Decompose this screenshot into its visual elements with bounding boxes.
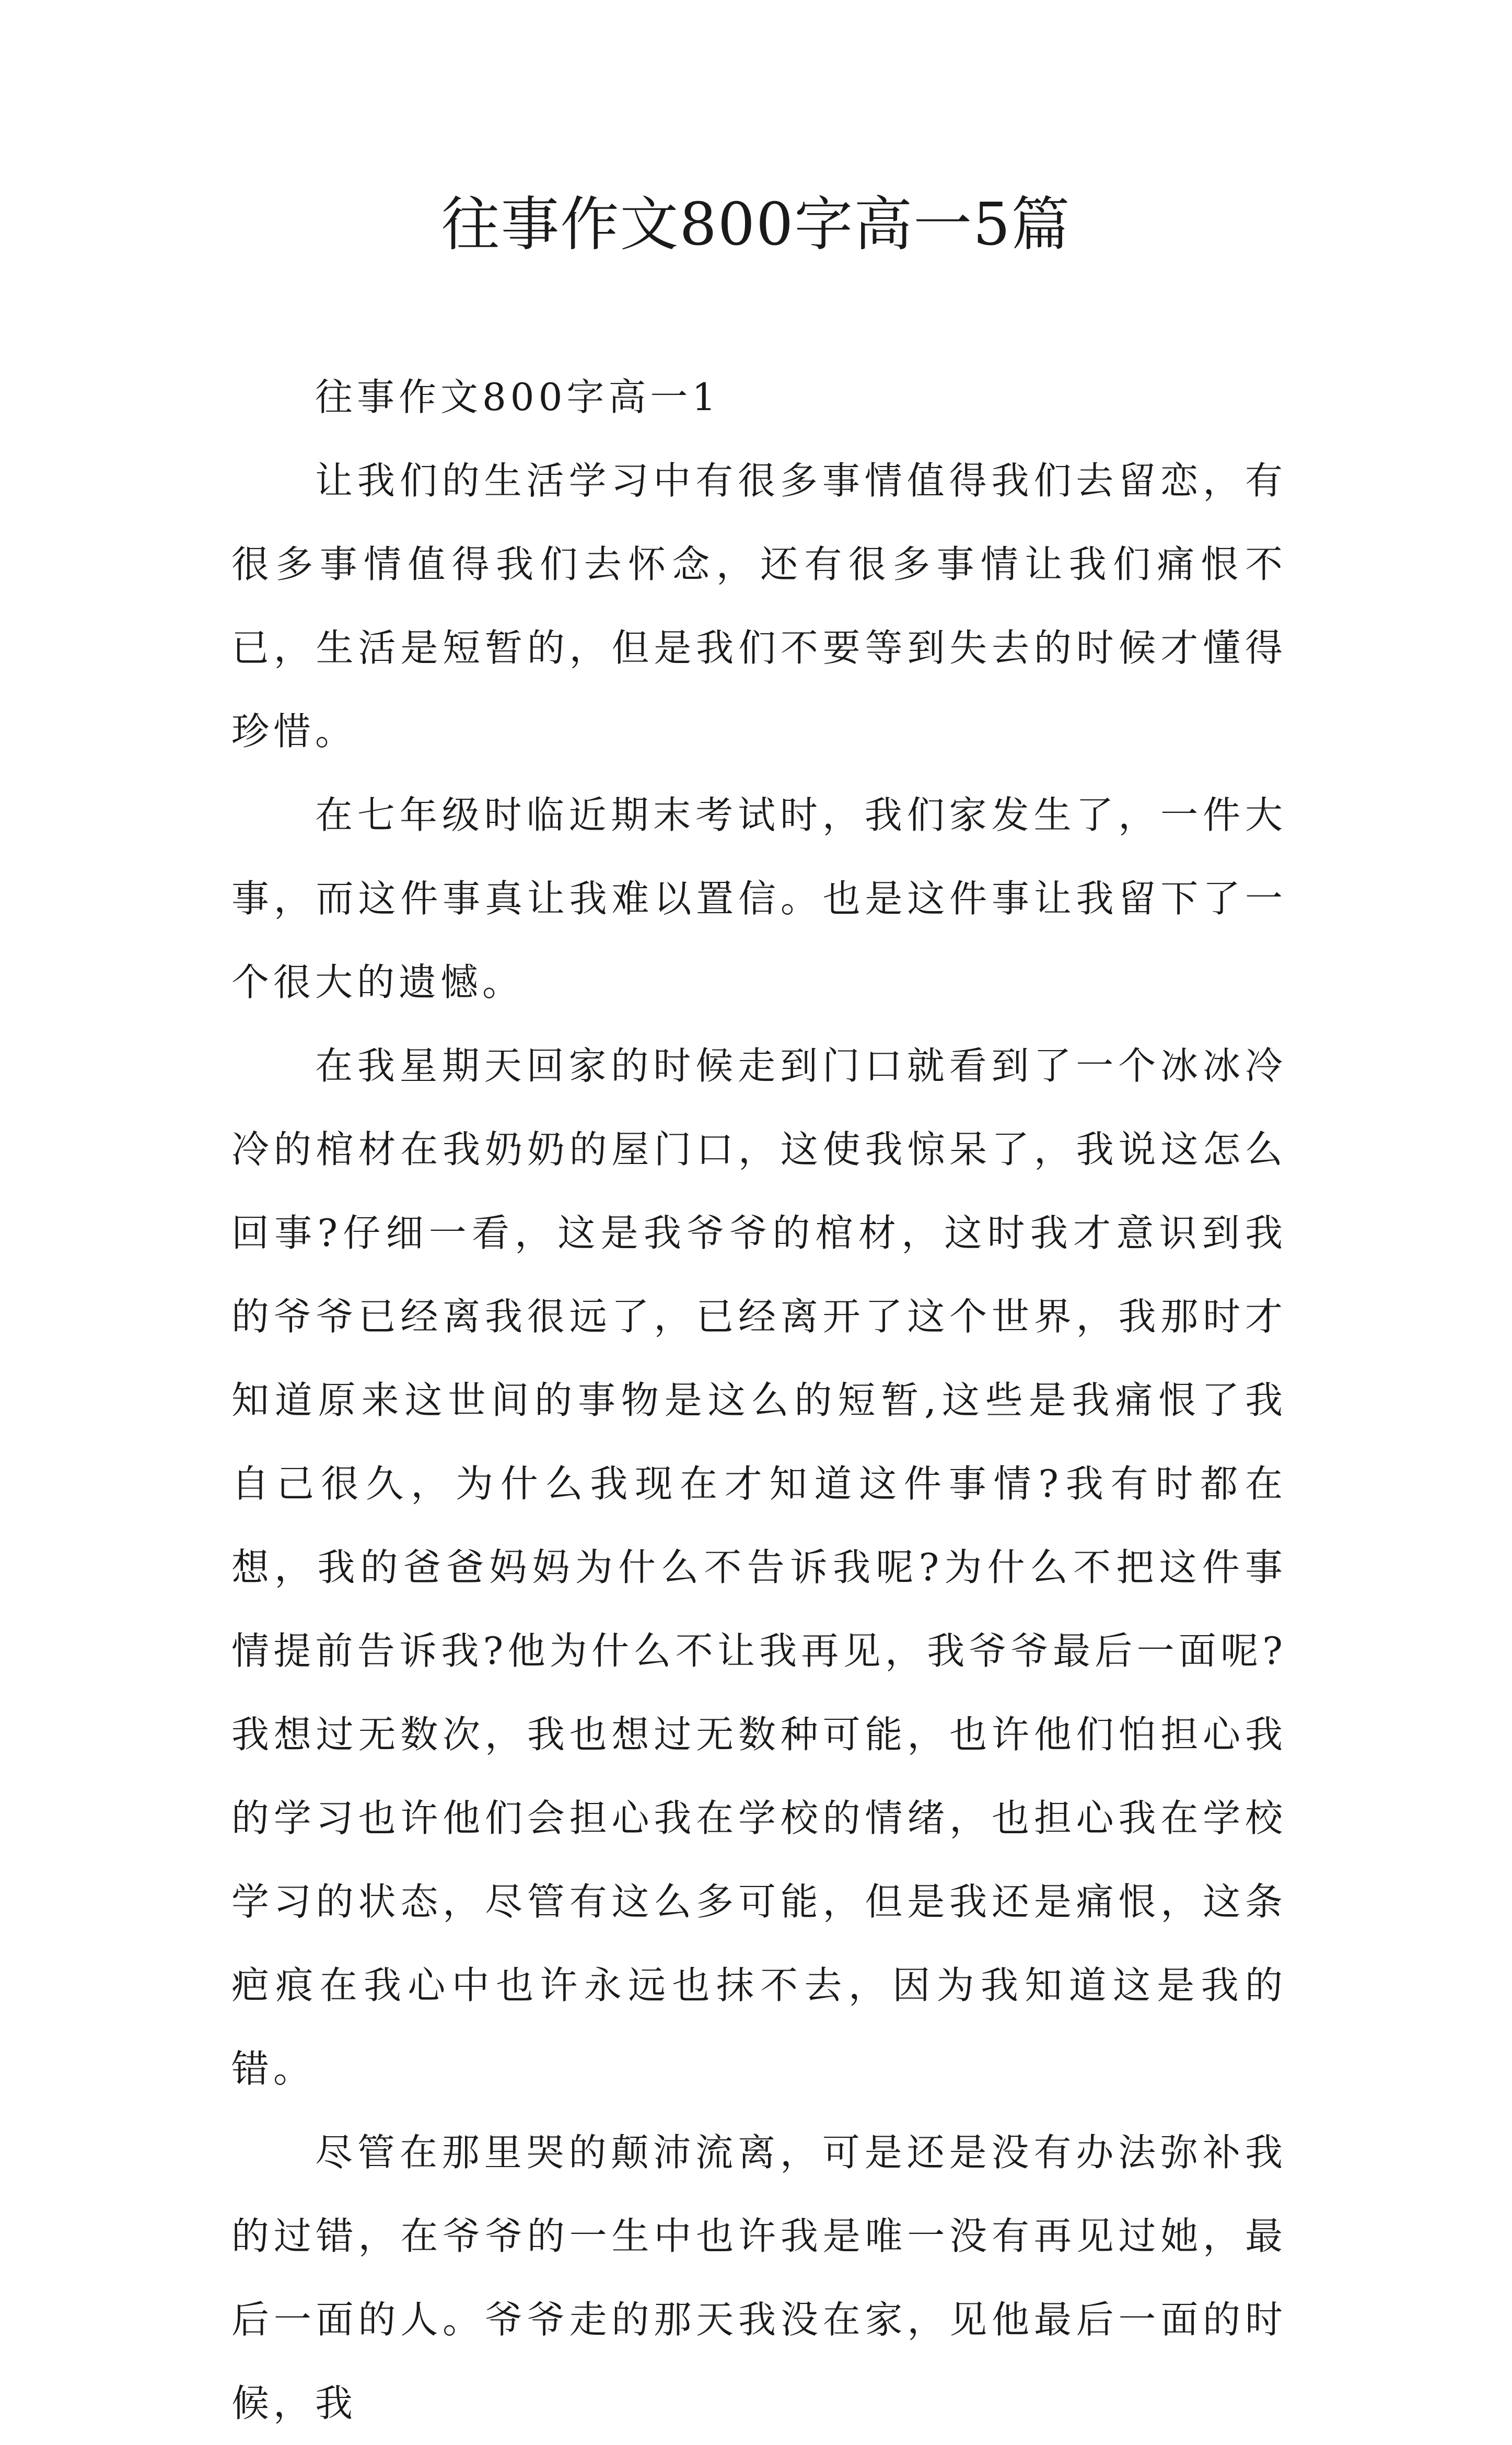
document-title: 往事作文800字高一5篇 bbox=[441, 191, 1071, 259]
document-body bbox=[231, 355, 1287, 2445]
paragraph-3: 在我星期天回家的时候走到门口就看到了一个冰冰冷冷的棺材在我奶奶的屋门口，这使我惊呆了，我说这怎么回事?仔细一看，这是我爷爷的棺材，这时我才意识到我的爷爷已经离我很远了，已经离开了这个世界，我那时才知道原来这世间的事物是这么的短暂,这些是我痛恨了我自己很久，为什么我现在才知道这件事情?我有时都在想，我的爸爸妈妈为什么不告诉我呢?为什么不把这件事情提前告诉我?他为什么不让我再见，我爷爷最后一面呢?我想过无数次，我也想过无数种可能，也许他们怕担心我的学习也许他们会担心我在学校的情绪，也担心我在学校学习的状态，尽管有这么多可能，但是我还是痛恨，这条疤痕在我心中也许永远也抹不去，因为我知道这是我的错。 bbox=[231, 1044, 1287, 2091]
section-heading: 往事作文800字高一1 bbox=[315, 375, 720, 419]
paragraph-1: 让我们的生活学习中有很多事情值得我们去留恋，有很多事情值得我们去怀念，还有很多事情让我们痛恨不已，生活是短暂的，但是我们不要等到失去的时候才懂得珍惜。 bbox=[231, 459, 1287, 753]
paragraph-4: 尽管在那里哭的颠沛流离，可是还是没有办法弥补我的过错，在爷爷的一生中也许我是唯一没有再见过她，最后一面的人。爷爷走的那天我没在家，见他最后一面的时候，我 bbox=[231, 2130, 1287, 2425]
paragraph-2: 在七年级时临近期末考试时，我们家发生了，一件大事，而这件事真让我难以置信。也是这件事让我留下了一个很大的遗憾。 bbox=[231, 793, 1287, 1004]
